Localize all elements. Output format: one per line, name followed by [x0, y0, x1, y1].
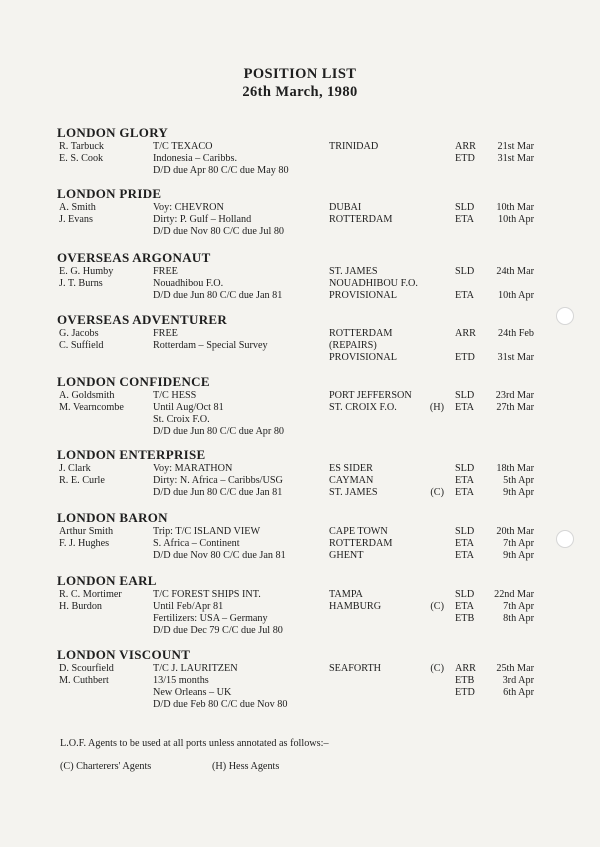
- status-code: ETB: [455, 613, 475, 624]
- agent-code: (C): [430, 663, 444, 674]
- crew-name: F. J. Hughes: [59, 538, 110, 549]
- status-date: 31st Mar: [497, 352, 534, 363]
- voyage-detail: D/D due Jun 80 C/C due Jan 81: [153, 290, 283, 301]
- agent-code: (C): [430, 487, 444, 498]
- status-code: SLD: [455, 526, 475, 537]
- voyage-detail: D/D due Jun 80 C/C due Apr 80: [153, 426, 285, 437]
- status-code: SLD: [455, 463, 475, 474]
- crew-name: A. Smith: [59, 202, 96, 213]
- ship-row: [57, 601, 557, 613]
- ship-name: OVERSEAS ARGONAUT: [57, 250, 211, 265]
- voyage-detail: T/C FOREST SHIPS INT.: [153, 589, 261, 600]
- status-code: ETA: [455, 550, 474, 561]
- status-date: 31st Mar: [497, 153, 534, 164]
- ship-row: [57, 699, 557, 711]
- ship-block: [57, 647, 557, 711]
- port-name: SEAFORTH: [329, 663, 382, 674]
- voyage-detail: D/D due Nov 80 C/C due Jul 80: [153, 226, 285, 237]
- status-date: 6th Apr: [503, 687, 534, 698]
- status-code: ETD: [455, 153, 475, 164]
- ship-block: [57, 125, 557, 177]
- ship-row: [57, 278, 557, 290]
- crew-name: D. Scourfield: [59, 663, 114, 674]
- voyage-detail: St. Croix F.O.: [153, 414, 210, 425]
- status-date: 27th Mar: [496, 402, 534, 413]
- ship-row: [57, 475, 557, 487]
- ship-row: [57, 266, 557, 278]
- ship-block: [57, 250, 557, 302]
- ship-block: [57, 573, 557, 637]
- voyage-detail: Rotterdam – Special Survey: [153, 340, 268, 351]
- ship-block: [57, 186, 557, 238]
- voyage-detail: Voy: CHEVRON: [153, 202, 224, 213]
- crew-name: Arthur Smith: [59, 526, 114, 537]
- voyage-detail: T/C J. LAURITZEN: [153, 663, 238, 674]
- ship-row: [57, 141, 557, 153]
- crew-name: M. Vearncombe: [59, 402, 124, 413]
- status-code: ETD: [455, 352, 475, 363]
- status-date: 7th Apr: [503, 601, 534, 612]
- voyage-detail: FREE: [153, 266, 178, 277]
- voyage-detail: Indonesia – Caribbs.: [153, 153, 238, 164]
- voyage-detail: Voy: MARATHON: [153, 463, 233, 474]
- ship-row: [57, 290, 557, 302]
- status-code: ETA: [455, 475, 474, 486]
- status-code: SLD: [455, 266, 475, 277]
- crew-name: M. Cuthbert: [59, 675, 109, 686]
- page-title: POSITION LIST: [243, 66, 357, 82]
- crew-name: H. Burdon: [59, 601, 103, 612]
- agents-note: L.O.F. Agents to be used at all ports unless annotated as follows:–: [60, 738, 329, 749]
- voyage-detail: Trip: T/C ISLAND VIEW: [153, 526, 261, 537]
- punch-hole: [556, 530, 574, 548]
- port-name: (REPAIRS): [329, 340, 377, 351]
- status-date: 10th Apr: [498, 290, 534, 301]
- crew-name: J. Evans: [59, 214, 93, 225]
- crew-name: E. S. Cook: [59, 153, 104, 164]
- ship-row: [57, 402, 557, 414]
- ship-row: [57, 487, 557, 499]
- status-date: 24th Mar: [496, 266, 534, 277]
- port-name: ST. JAMES: [329, 266, 378, 277]
- voyage-detail: T/C HESS: [153, 390, 197, 401]
- port-name: PROVISIONAL: [329, 352, 397, 363]
- voyage-detail: Dirty: P. Gulf – Holland: [153, 214, 252, 225]
- status-date: 25th Mar: [496, 663, 534, 674]
- crew-name: R. C. Mortimer: [59, 589, 122, 600]
- status-date: 21st Mar: [497, 141, 534, 152]
- port-name: DUBAI: [329, 202, 362, 213]
- ship-row: [57, 663, 557, 675]
- status-date: 24th Feb: [498, 328, 534, 339]
- status-date: 9th Apr: [503, 487, 534, 498]
- ship-row: [57, 414, 557, 426]
- status-code: ETA: [455, 214, 474, 225]
- crew-name: C. Suffield: [59, 340, 104, 351]
- voyage-detail: Nouadhibou F.O.: [153, 278, 224, 289]
- ship-row: [57, 214, 557, 226]
- voyage-detail: D/D due Jun 80 C/C due Jan 81: [153, 487, 283, 498]
- status-date: 3rd Apr: [502, 675, 534, 686]
- port-name: TRINIDAD: [329, 141, 379, 152]
- status-code: SLD: [455, 202, 475, 213]
- crew-name: E. G. Humby: [59, 266, 114, 277]
- ship-block: [57, 312, 557, 364]
- voyage-detail: D/D due Apr 80 C/C due May 80: [153, 165, 289, 176]
- ship-row: [57, 390, 557, 402]
- voyage-detail: D/D due Feb 80 C/C due Nov 80: [153, 699, 288, 710]
- ship-name: LONDON GLORY: [57, 125, 169, 140]
- crew-name: J. T. Burns: [59, 278, 103, 289]
- voyage-detail: New Orleans – UK: [153, 687, 232, 698]
- status-date: 7th Apr: [503, 538, 534, 549]
- ship-row: [57, 328, 557, 340]
- port-name: NOUADHIBOU F.O.: [329, 278, 418, 289]
- ship-block: [57, 374, 557, 438]
- status-code: SLD: [455, 390, 475, 401]
- legend-charterers-agents: (C) Charterers' Agents: [60, 761, 152, 772]
- status-code: ETA: [455, 601, 474, 612]
- status-date: 10th Apr: [498, 214, 534, 225]
- ship-row: [57, 340, 557, 352]
- ship-name: LONDON ENTERPRISE: [57, 447, 206, 462]
- port-name: CAYMAN: [329, 475, 374, 486]
- punch-hole: [556, 307, 574, 325]
- status-date: 23rd Mar: [495, 390, 534, 401]
- port-name: HAMBURG: [329, 601, 382, 612]
- port-name: ROTTERDAM: [329, 538, 393, 549]
- status-date: 20th Mar: [496, 526, 534, 537]
- status-date: 22nd Mar: [494, 589, 534, 600]
- ship-row: [57, 625, 557, 637]
- status-code: ARR: [455, 328, 476, 339]
- ship-name: LONDON CONFIDENCE: [57, 374, 210, 389]
- ship-row: [57, 550, 557, 562]
- ship-name: LONDON PRIDE: [57, 186, 162, 201]
- ship-row: [57, 463, 557, 475]
- ship-row: [57, 613, 557, 625]
- port-name: TAMPA: [329, 589, 363, 600]
- ship-row: [57, 226, 557, 238]
- ship-row: [57, 352, 557, 364]
- voyage-detail: Until Feb/Apr 81: [153, 601, 224, 612]
- page-date: 26th March, 1980: [242, 84, 358, 100]
- port-name: GHENT: [329, 550, 364, 561]
- port-name: ROTTERDAM: [329, 328, 393, 339]
- status-code: ETA: [455, 538, 474, 549]
- status-date: 9th Apr: [503, 550, 534, 561]
- crew-name: R. Tarbuck: [59, 141, 104, 152]
- port-name: PROVISIONAL: [329, 290, 397, 301]
- status-code: ARR: [455, 663, 476, 674]
- crew-name: A. Goldsmith: [59, 390, 115, 401]
- status-date: 10th Mar: [496, 202, 534, 213]
- voyage-detail: D/D due Dec 79 C/C due Jul 80: [153, 625, 283, 636]
- status-code: ARR: [455, 141, 476, 152]
- ship-name: LONDON EARL: [57, 573, 157, 588]
- ship-row: [57, 589, 557, 601]
- status-date: 5th Apr: [503, 475, 534, 486]
- crew-name: J. Clark: [59, 463, 91, 474]
- ship-name: LONDON BARON: [57, 510, 168, 525]
- ship-block: [57, 447, 557, 499]
- port-name: ST. JAMES: [329, 487, 378, 498]
- ship-row: [57, 526, 557, 538]
- port-name: ST. CROIX F.O.: [329, 402, 397, 413]
- status-code: ETB: [455, 675, 475, 686]
- voyage-detail: 13/15 months: [153, 675, 209, 686]
- voyage-detail: Until Aug/Oct 81: [153, 402, 224, 413]
- voyage-detail: D/D due Nov 80 C/C due Jan 81: [153, 550, 286, 561]
- crew-name: G. Jacobs: [59, 328, 99, 339]
- port-name: ROTTERDAM: [329, 214, 393, 225]
- ship-row: [57, 426, 557, 438]
- status-code: SLD: [455, 589, 475, 600]
- ship-row: [57, 538, 557, 550]
- ship-row: [57, 165, 557, 177]
- ship-name: OVERSEAS ADVENTURER: [57, 312, 228, 327]
- ship-block: [57, 510, 557, 562]
- status-code: ETA: [455, 402, 474, 413]
- agent-code: (C): [430, 601, 444, 612]
- ship-row: [57, 687, 557, 699]
- voyage-detail: Fertilizers: USA – Germany: [153, 613, 268, 624]
- legend-hess-agents: (H) Hess Agents: [212, 761, 280, 772]
- voyage-detail: T/C TEXACO: [153, 141, 213, 152]
- ship-name: LONDON VISCOUNT: [57, 647, 191, 662]
- status-code: ETA: [455, 290, 474, 301]
- port-name: PORT JEFFERSON: [329, 390, 412, 401]
- crew-name: R. E. Curle: [59, 475, 105, 486]
- ship-row: [57, 153, 557, 165]
- port-name: CAPE TOWN: [329, 526, 388, 537]
- port-name: ES SIDER: [329, 463, 373, 474]
- status-date: 18th Mar: [496, 463, 534, 474]
- voyage-detail: FREE: [153, 328, 178, 339]
- status-code: ETD: [455, 687, 475, 698]
- agent-code: (H): [429, 402, 444, 413]
- voyage-detail: S. Africa – Continent: [153, 538, 240, 549]
- status-code: ETA: [455, 487, 474, 498]
- ship-row: [57, 202, 557, 214]
- ship-row: [57, 675, 557, 687]
- status-date: 8th Apr: [503, 613, 534, 624]
- voyage-detail: Dirty: N. Africa – Caribbs/USG: [153, 475, 283, 486]
